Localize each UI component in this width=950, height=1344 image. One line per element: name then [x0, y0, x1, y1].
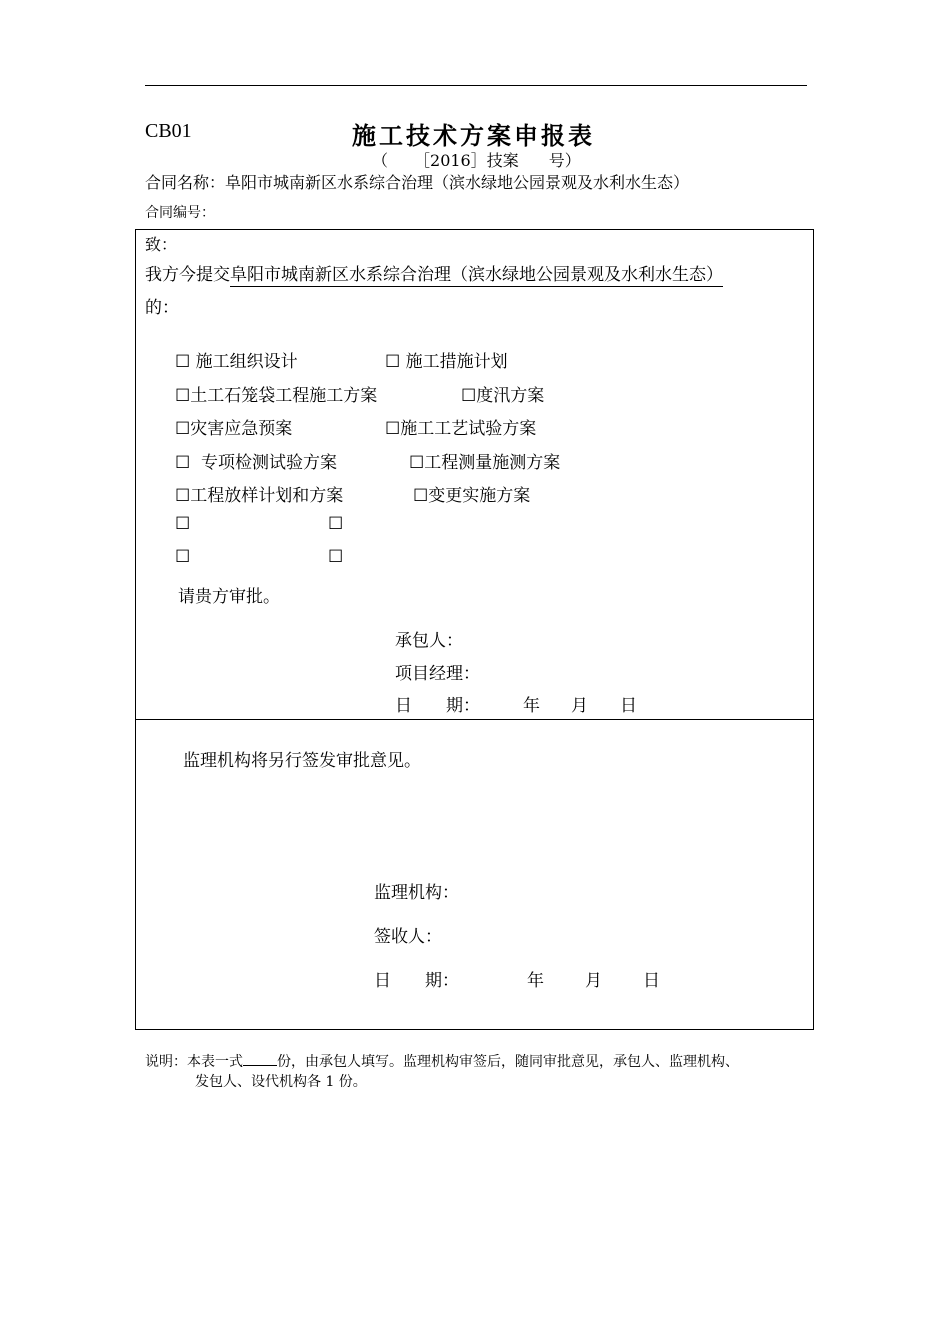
- supervision-month-label: 月: [585, 971, 602, 991]
- docnum-close: 号）: [548, 151, 581, 170]
- contract-name: [145, 170, 689, 193]
- manager-label: 项目经理：: [395, 664, 480, 684]
- option-blank-2[interactable]: ☐: [328, 514, 344, 534]
- note-label: 说明：: [145, 1054, 187, 1070]
- option-gabion-plan[interactable]: ☐土工石笼袋工程施工方案: [175, 386, 378, 406]
- intro-project: 阜阳市城南新区水系综合治理（滨水绿地公园景观及水利水生态）: [230, 265, 723, 285]
- docnum-open: （: [372, 151, 389, 170]
- option-special-inspection[interactable]: ☐ 专项检测试验方案: [175, 453, 338, 473]
- note-line-1: [145, 1051, 739, 1073]
- submission-year-label: 年: [523, 696, 540, 716]
- submission-box: [135, 229, 814, 720]
- option-blank-4[interactable]: ☐: [328, 547, 344, 567]
- receiver-label: 签收人：: [374, 927, 442, 947]
- submission-date-label: 日 期：: [395, 696, 480, 716]
- supervision-year-label: 年: [527, 971, 544, 991]
- submission-intro: [145, 260, 723, 285]
- supervision-date-label: 日 期：: [374, 971, 459, 991]
- option-construction-measures[interactable]: ☐ 施工措施计划: [385, 352, 508, 372]
- option-survey-plan[interactable]: ☐工程测量施测方案: [409, 453, 561, 473]
- submission-day-label: 日: [620, 696, 637, 716]
- contract-number-label: 合同编号：: [145, 205, 215, 221]
- note-part-1: 本表一式: [187, 1054, 243, 1070]
- to-label: 致：: [145, 235, 178, 254]
- note-line-2: 发包人、设代机构各 1 份。: [195, 1074, 367, 1090]
- option-layout-plan[interactable]: ☐工程放样计划和方案: [175, 486, 344, 506]
- supervision-opinion: 监理机构将另行签发审批意见。: [183, 751, 421, 771]
- contract-name-label: 合同名称：: [145, 173, 226, 192]
- approval-request: 请贵方审批。: [178, 587, 280, 607]
- intro-prefix: 我方今提交: [145, 265, 230, 285]
- document-number: [372, 148, 581, 171]
- form-title: 施工技术方案申报表: [352, 121, 595, 150]
- option-flood-plan[interactable]: ☐度汛方案: [461, 386, 545, 406]
- option-blank-1[interactable]: ☐: [175, 514, 191, 534]
- copies-blank: [243, 1051, 277, 1066]
- docnum-year: ［2016］技案: [414, 151, 519, 170]
- option-blank-3[interactable]: ☐: [175, 547, 191, 567]
- contractor-label: 承包人：: [395, 631, 463, 651]
- header-rule: [145, 85, 807, 86]
- supervision-org-label: 监理机构：: [374, 883, 459, 903]
- option-emergency-plan[interactable]: ☐灾害应急预案: [175, 419, 293, 439]
- option-construction-design[interactable]: ☐ 施工组织设计: [175, 352, 298, 372]
- form-code: CB01: [145, 120, 192, 142]
- note-part-2: 份，由承包人填写。监理机构审签后，随同审批意见，承包人、监理机构、: [277, 1054, 739, 1070]
- submission-month-label: 月: [571, 696, 588, 716]
- supervision-day-label: 日: [643, 971, 660, 991]
- contract-name-value: 阜阳市城南新区水系综合治理（滨水绿地公园景观及水利水生态）: [225, 173, 690, 192]
- intro-suffix: 的：: [145, 298, 179, 318]
- option-process-test[interactable]: ☐施工工艺试验方案: [385, 419, 537, 439]
- option-change-plan[interactable]: ☐变更实施方案: [413, 486, 531, 506]
